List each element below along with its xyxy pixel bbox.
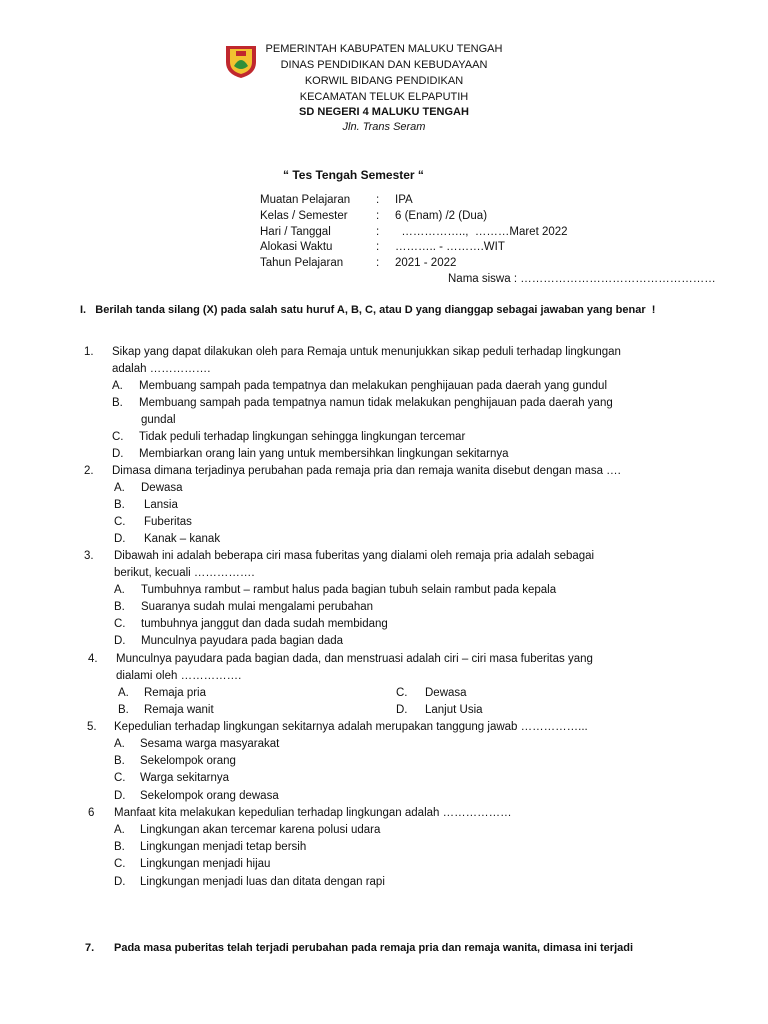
info-label-time: Alokasi Waktu — [260, 241, 333, 253]
option-text: Sekelompok orang dewasa — [140, 790, 279, 802]
option-letter: B. — [112, 397, 123, 409]
option-text: Lingkungan menjadi hijau — [140, 858, 271, 870]
header-school-name: SD NEGERI 4 MALUKU TENGAH — [299, 106, 469, 118]
question-number: 7. — [85, 942, 95, 954]
option-text: Lanjut Usia — [425, 704, 483, 716]
option-letter: C. — [114, 858, 126, 870]
option-letter: D. — [114, 790, 126, 802]
question-number: 2. — [84, 465, 94, 477]
option-text: Membuang sampah pada tempatnya dan melakukan penghijauan pada daerah yang gundul — [139, 380, 608, 392]
info-value-year: 2021 - 2022 — [395, 257, 457, 269]
question-text: adalah ……………. — [112, 363, 211, 375]
option-letter: C. — [114, 772, 126, 784]
info-value-subject: IPA — [395, 194, 413, 206]
header-address: Jln. Trans Seram — [342, 121, 426, 133]
option-text: Sesama warga masyarakat — [140, 738, 280, 750]
option-text: Lingkungan menjadi luas dan ditata dengan rapi — [140, 876, 385, 888]
option-letter: D. — [112, 448, 124, 460]
option-letter: B. — [118, 704, 129, 716]
option-text: Tidak peduli terhadap lingkungan sehingga lingkungan tercemar — [139, 431, 466, 443]
option-letter: D. — [396, 704, 408, 716]
option-letter: C. — [114, 618, 126, 630]
option-letter: A. — [114, 738, 125, 750]
exam-title: “ Tes Tengah Semester “ — [283, 168, 424, 182]
option-text: Remaja wanit — [144, 704, 214, 716]
option-letter: A. — [114, 584, 125, 596]
info-value-date: …………….., ………Maret 2022 — [395, 226, 568, 238]
question-text: Dimasa dimana terjadinya perubahan pada remaja pria dan remaja wanita disebut dengan masa …. — [112, 465, 621, 477]
header-line-2: DINAS PENDIDIKAN DAN KEBUDAYAAN — [280, 59, 488, 71]
instruction-text: I. Berilah tanda silang (X) pada salah satu huruf A, B, C, atau D yang dianggap sebagai jawaban yang benar ! — [80, 304, 656, 316]
option-text: tumbuhnya janggut dan dada sudah membidang — [141, 618, 388, 630]
option-text: Suaranya sudah mulai mengalami perubahan — [141, 601, 374, 613]
option-text: Membuang sampah pada tempatnya namun tidak melakukan penghijauan pada daerah yang — [139, 397, 613, 409]
question-text: Pada masa puberitas telah terjadi perubahan pada remaja pria dan remaja wanita, dimasa ini terjadi — [114, 942, 634, 954]
option-letter: A. — [114, 824, 125, 836]
option-letter: C. — [114, 516, 126, 528]
option-letter: D. — [114, 533, 126, 545]
option-letter: A. — [112, 380, 123, 392]
option-letter: B. — [114, 601, 125, 613]
option-text: Sekelompok orang — [140, 755, 236, 767]
question-text: dialami oleh ……………. — [116, 670, 242, 682]
option-text: Lingkungan akan tercemar karena polusi udara — [140, 824, 381, 836]
header-line-1: PEMERINTAH KABUPATEN MALUKU TENGAH — [265, 43, 503, 55]
option-letter: A. — [114, 482, 125, 494]
question-text: Munculnya payudara pada bagian dada, dan menstruasi adalah ciri – ciri masa fuberitas yang — [116, 653, 593, 665]
info-sep: : — [376, 241, 380, 253]
option-text: Tumbuhnya rambut – rambut halus pada bagian tubuh selain rambut pada kepala — [141, 584, 557, 596]
option-text: Kanak – kanak — [144, 533, 221, 545]
option-text: Munculnya payudara pada bagian dada — [141, 635, 344, 647]
option-text: Membiarkan orang lain yang untuk membersihkan lingkungan sekitarnya — [139, 448, 509, 460]
option-text: Lansia — [144, 499, 178, 511]
info-label-subject: Muatan Pelajaran — [260, 194, 351, 206]
info-sep: : — [376, 226, 380, 238]
info-sep: : — [376, 194, 380, 206]
option-letter: C. — [396, 687, 408, 699]
info-label-year: Tahun Pelajaran — [260, 257, 344, 269]
option-letter: A. — [118, 687, 129, 699]
option-text: gundal — [141, 414, 176, 426]
option-letter: B. — [114, 499, 125, 511]
student-name-field: Nama siswa : …………………………………………… — [448, 273, 716, 285]
option-letter: C. — [112, 431, 124, 443]
question-text: Kepedulian terhadap lingkungan sekitarnya adalah merupakan tanggung jawab ……………... — [114, 721, 588, 733]
option-text: Fuberitas — [144, 516, 192, 528]
info-label-class: Kelas / Semester — [260, 210, 348, 222]
info-value-class: 6 (Enam) /2 (Dua) — [395, 210, 488, 222]
question-text: Sikap yang dapat dilakukan oleh para Remaja untuk menunjukkan sikap peduli terhadap lingkungan — [112, 346, 621, 358]
info-sep: : — [376, 210, 380, 222]
header-line-4: KECAMATAN TELUK ELPAPUTIH — [299, 91, 469, 103]
option-text: Dewasa — [141, 482, 183, 494]
question-text: Manfaat kita melakukan kepedulian terhadap lingkungan adalah ……………… — [114, 807, 512, 819]
option-text: Lingkungan menjadi tetap bersih — [140, 841, 307, 853]
option-letter: B. — [114, 841, 125, 853]
option-text: Dewasa — [425, 687, 467, 699]
option-letter: B. — [114, 755, 125, 767]
info-value-time: ……….. - ……….WIT — [395, 241, 505, 253]
info-sep: : — [376, 257, 380, 269]
question-number: 4. — [88, 653, 98, 665]
option-letter: D. — [114, 876, 126, 888]
question-number: 1. — [84, 346, 94, 358]
option-text: Warga sekitarnya — [140, 772, 230, 784]
question-text: berikut, kecuali ……………. — [114, 567, 255, 579]
question-number: 3. — [84, 550, 94, 562]
header-line-3: KORWIL BIDANG PENDIDIKAN — [304, 75, 464, 87]
question-number: 5. — [87, 721, 97, 733]
info-label-date: Hari / Tanggal — [260, 226, 331, 238]
question-number: 6 — [88, 807, 95, 819]
option-text: Remaja pria — [144, 687, 206, 699]
question-text: Dibawah ini adalah beberapa ciri masa fuberitas yang dialami oleh remaja pria adalah sebagai — [114, 550, 595, 562]
option-letter: D. — [114, 635, 126, 647]
